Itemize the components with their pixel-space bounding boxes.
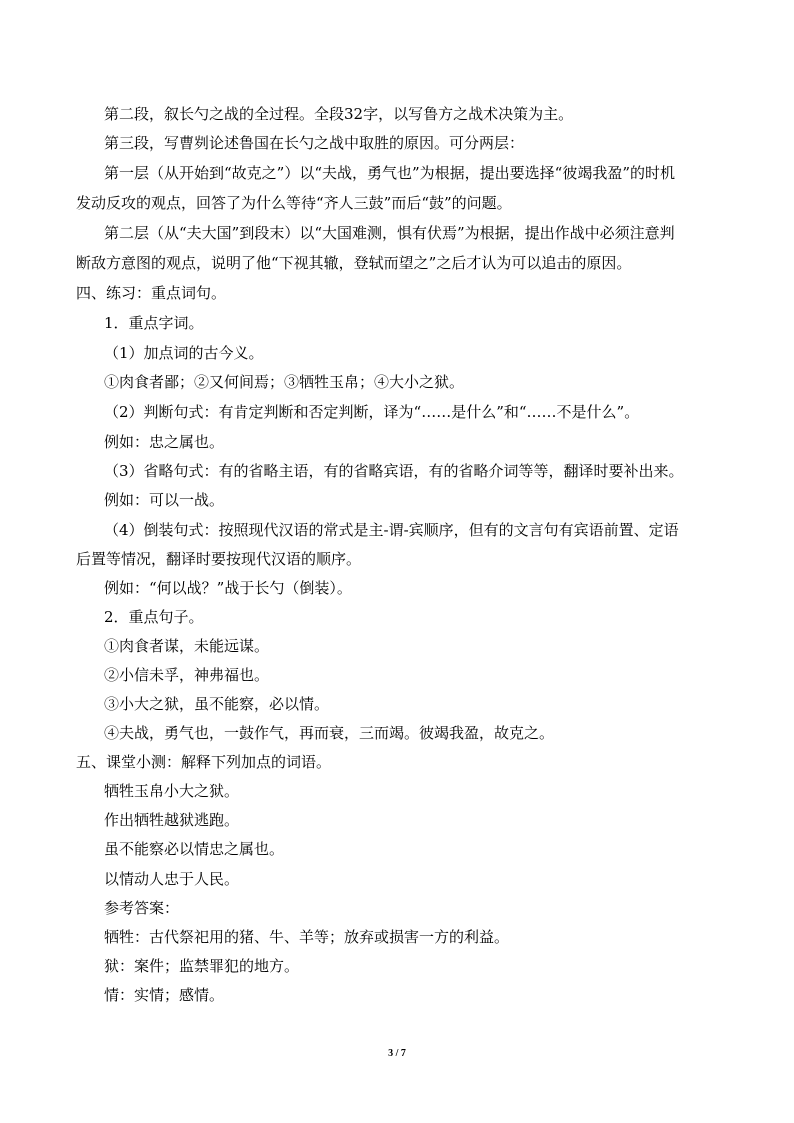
- paragraph-line: 第二段，叙长勺之战的全过程。全段32字，以写鲁方之战术决策为主。: [104, 105, 574, 123]
- paragraph-line: ②小信未孚，神弗福也。: [104, 666, 270, 684]
- paragraph-line: 狱：案件；监禁罪犯的地方。: [104, 957, 300, 975]
- paragraph-line: ④夫战，勇气也，一鼓作气，再而衰，三而竭。彼竭我盈，故克之。: [104, 724, 555, 742]
- paragraph-line: 作出牺牲越狱逃跑。: [104, 811, 240, 829]
- paragraph-line: 牺牲玉帛小大之狱。: [104, 782, 240, 800]
- paragraph-line: 虽不能察必以情忠之属也。: [104, 840, 285, 858]
- paragraph-line: 第一层（从开始到“故克之”）以“夫战，勇气也”为根据，提出要选择“彼竭我盈”的时机: [104, 164, 676, 182]
- paragraph-line: （4）倒装句式：按照现代汉语的常式是主-谓-宾顺序，但有的文言句有宾语前置、定语: [104, 521, 679, 539]
- paragraph-line: ③小大之狱，虽不能察，必以情。: [104, 695, 330, 713]
- paragraph-line: ①肉食者谋，未能远谋。: [104, 637, 270, 655]
- paragraph-line: 牺牲：古代祭祀用的猪、牛、羊等；放弃或损害一方的利益。: [104, 928, 510, 946]
- paragraph-line: 例如：可以一战。: [104, 491, 225, 509]
- paragraph-line: 发动反攻的观点，回答了为什么等待“齐人三鼓”而后“鼓”的问题。: [76, 194, 512, 212]
- subsection-heading: 2．重点句子。: [104, 608, 204, 626]
- paragraph-line: 后置等情况，翻译时要按现代汉语的顺序。: [76, 550, 362, 568]
- paragraph-line: （2）判断句式：有肯定判断和否定判断，译为“……是什么”和“……不是什么”。: [104, 403, 640, 421]
- page-number: 3 / 7: [388, 1048, 406, 1059]
- paragraph-line: ①肉食者鄙；②又何间焉；③牺牲玉帛；④大小之狱。: [104, 373, 465, 391]
- paragraph-line: 第三段，写曹刿论述鲁国在长勺之战中取胜的原因。可分两层：: [104, 134, 525, 152]
- paragraph-line: （1）加点词的古今义。: [104, 344, 264, 362]
- paragraph-line: 第二层（从“夫大国”到段末）以“大国难测，惧有伏焉”为根据，提出作战中必须注意判: [104, 224, 675, 242]
- paragraph-line: 断敌方意图的观点，说明了他“下视其辙，登轼而望之”之后才认为可以追击的原因。: [76, 254, 632, 272]
- paragraph-line: 例如：忠之属也。: [104, 433, 225, 451]
- paragraph-line: （3）省略句式：有的省略主语，有的省略宾语，有的省略介词等等，翻译时要补出来。: [104, 462, 684, 480]
- subsection-heading: 1．重点字词。: [104, 314, 204, 332]
- paragraph-line: 例如：“何以战？”战于长勺（倒装）。: [104, 579, 352, 597]
- paragraph-line: 情：实情；感情。: [104, 986, 225, 1004]
- answer-label: 参考答案：: [104, 899, 180, 917]
- section-heading: 五、课堂小测：解释下列加点的词语。: [76, 753, 332, 771]
- paragraph-line: 以情动人忠于人民。: [104, 870, 240, 888]
- section-heading: 四、练习：重点词句。: [76, 284, 227, 302]
